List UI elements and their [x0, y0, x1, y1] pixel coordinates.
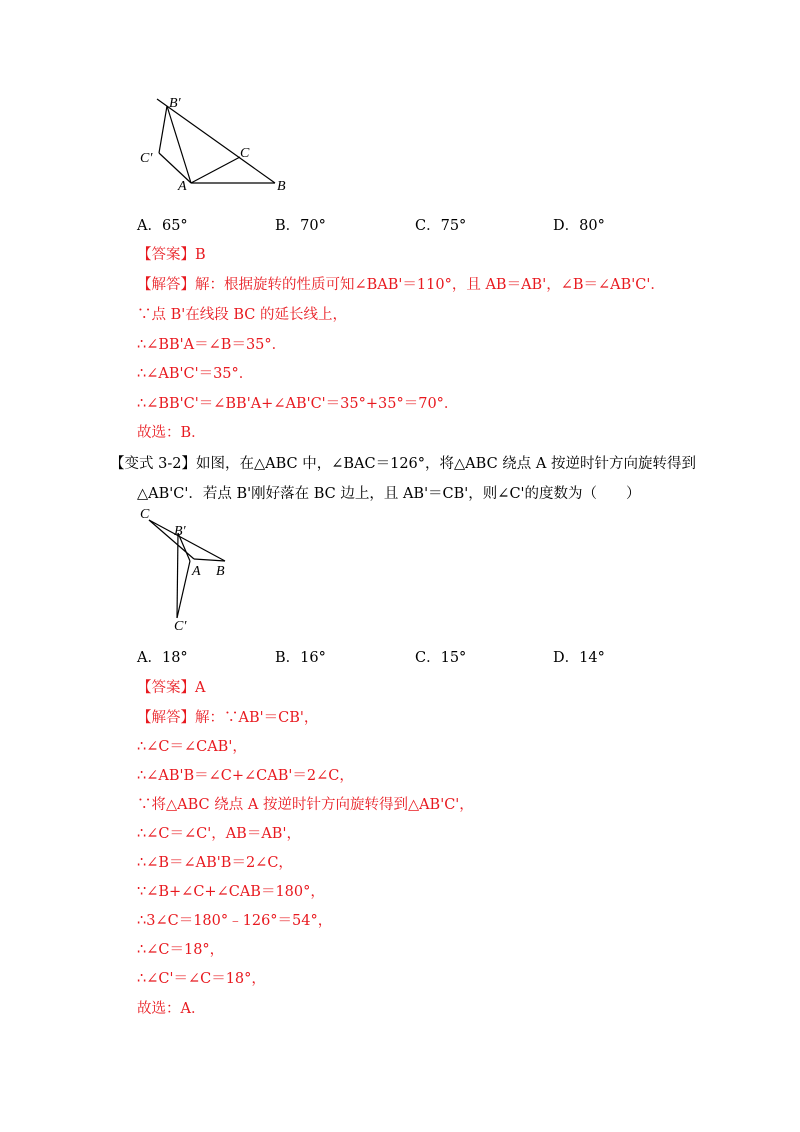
answer-tag: 【答案】	[137, 680, 195, 696]
label-c-prime: C′	[174, 619, 187, 634]
solution-line: ∴∠B＝∠AB'B＝2∠C，	[137, 855, 293, 871]
solution-line: ∵∠B+∠C+∠CAB＝180°，	[137, 884, 325, 900]
question-stem: 如图，在△ABC 中，∠BAC＝126°，将△ABC 绕点 A 按逆时针方向旋转得到	[195, 456, 696, 472]
solution-text: 解：根据旋转的性质可知∠BAB'＝110°，且 AB＝AB'，∠B＝∠AB'C'．	[195, 277, 665, 293]
option-d: D．80°	[553, 218, 605, 234]
label-c: C	[240, 146, 250, 161]
solution-tag: 【解答】	[137, 710, 195, 726]
solution-line: ∵点 B'在线段 BC 的延长线上，	[137, 307, 347, 323]
option-c: C．75°	[415, 218, 467, 234]
label-b: B	[277, 179, 286, 194]
label-b-prime: B′	[174, 524, 186, 539]
label-a: A	[178, 179, 187, 194]
option-b: B．16°	[275, 650, 326, 666]
figure-1	[130, 90, 305, 200]
solution-line: ∴∠C'＝∠C＝18°，	[137, 971, 266, 987]
answer-line	[137, 243, 206, 264]
solution-line	[137, 706, 318, 727]
option-d: D．14°	[553, 650, 605, 666]
question-stem-line2: △AB'C'．若点 B'刚好落在 BC 边上，且 AB'＝CB'，则∠C'的度数为（ ）	[137, 486, 641, 502]
label-c-prime: C′	[140, 151, 153, 166]
solution-line: ∴∠C＝∠CAB'，	[137, 739, 247, 755]
solution-line: 故选：A．	[137, 1001, 206, 1017]
solution-line: ∴∠BB'A＝∠B＝35°．	[137, 337, 287, 353]
question-tag: 【变式 3-2】	[110, 456, 196, 472]
label-b: B	[216, 564, 225, 579]
answer-tag: 【答案】	[137, 247, 195, 263]
solution-text: 解：∵AB'＝CB'，	[195, 710, 319, 726]
solution-line: 故选：B．	[137, 425, 206, 441]
solution-line: ∴∠C＝18°，	[137, 942, 225, 958]
solution-line: ∴∠AB'B＝∠C+∠CAB'＝2∠C，	[137, 768, 354, 784]
solution-tag: 【解答】	[137, 277, 195, 293]
figure-2	[130, 505, 240, 635]
answer-value: B	[195, 247, 206, 263]
solution-line: ∵将△ABC 绕点 A 按逆时针方向旋转得到△AB'C'，	[137, 797, 474, 813]
solution-line: ∴3∠C＝180°﹣126°＝54°，	[137, 913, 333, 929]
label-b-prime: B′	[169, 96, 181, 111]
solution-line: ∴∠AB'C'＝35°．	[137, 366, 254, 382]
label-a: A	[192, 564, 201, 579]
solution-line	[137, 273, 665, 294]
label-c: C	[140, 507, 150, 522]
answer-line	[137, 676, 205, 697]
option-a: A．65°	[137, 218, 188, 234]
answer-value: A	[195, 680, 206, 696]
question-stem-line1	[110, 452, 696, 473]
option-a: A．18°	[137, 650, 188, 666]
option-b: B．70°	[275, 218, 326, 234]
solution-line: ∴∠C＝∠C'，AB＝AB'，	[137, 826, 301, 842]
option-c: C．15°	[415, 650, 467, 666]
solution-line: ∴∠BB'C'＝∠BB'A+∠AB'C'＝35°+35°＝70°．	[137, 396, 459, 412]
